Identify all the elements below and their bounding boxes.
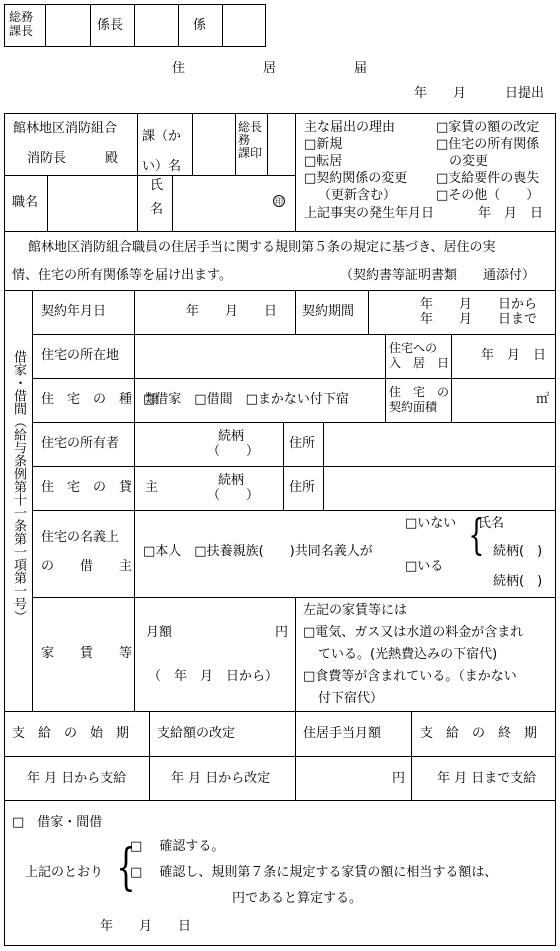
- rent-monthly-label: 月額: [146, 625, 173, 640]
- rent-note-meals-cont: 付下宿代）: [318, 691, 384, 706]
- reason-contract-change-checkbox[interactable]: □契約関係の変更: [304, 171, 408, 186]
- rental-side-label: 借家・借間（給与条例第十一条第一項第一号）: [11, 350, 26, 623]
- area-label: 住 宅 の 契約面積: [389, 385, 450, 414]
- owner-relation-label: 続柄: [218, 429, 245, 444]
- payment-end-value: 年 月 日まで支給: [437, 771, 537, 786]
- rent-note-utilities-cont: ている。(光熱費込みの下宿代): [318, 647, 498, 662]
- page-title: 住 居 届: [172, 61, 368, 76]
- position-label: 職名: [12, 195, 39, 210]
- contract-period-from: 年 月 日から: [420, 297, 538, 312]
- address-label: 住宅の所在地: [41, 348, 120, 363]
- contract-period-to: 年 月 日まで: [420, 312, 538, 327]
- rent-note-meals-checkbox[interactable]: □食費等が含まれている。（まかない: [303, 669, 517, 684]
- area-unit: ㎡: [536, 392, 550, 407]
- payment-monthly-value: 円: [392, 771, 406, 786]
- house-type-options[interactable]: □借家 □借間 □まかない付下宿: [143, 392, 349, 407]
- approval-head-staff: 係: [193, 18, 207, 33]
- contract-period-label: 契約期間: [302, 304, 355, 319]
- approval-box: [4, 4, 266, 47]
- confirm-date: 年 月 日: [100, 919, 192, 934]
- payment-start-value: 年 月 日から支給: [27, 771, 127, 786]
- rent-note-header: 左記の家賃等には: [303, 603, 408, 618]
- submission-date: 年 月 日提出: [414, 86, 545, 101]
- name-label: 氏 名: [150, 178, 164, 217]
- move-in-value: 年 月 日: [481, 348, 547, 363]
- holder-label-2: の 借 主: [41, 559, 133, 574]
- reason-move-checkbox[interactable]: □転居: [304, 154, 343, 169]
- seal-label: 総長 務 課印: [238, 120, 263, 160]
- rent-note-utilities-checkbox[interactable]: □電気、ガス又は水道の料金が含まれ: [303, 625, 524, 640]
- rent-yen: 円: [275, 625, 289, 640]
- owner-relation-paren: （ ）: [207, 444, 260, 459]
- confirm-option-1-checkbox[interactable]: □ 確認する。: [130, 839, 225, 854]
- confirm-lead: 上記のとおり: [25, 865, 104, 880]
- landlord-relation-label: 続柄: [218, 473, 245, 488]
- reason-ownership-change-cont: の変更: [449, 154, 489, 169]
- payment-monthly-label: 住居手当月額: [303, 726, 382, 741]
- house-type-label: 住 宅 の 種 類: [41, 392, 159, 407]
- payment-end-label: 支 給 の 終 期: [420, 726, 538, 741]
- co-holder-none-checkbox[interactable]: □いない: [405, 516, 457, 531]
- holder-options[interactable]: □本人 □扶養親族( )共同名義人が: [143, 544, 373, 559]
- occurred-label: 上記事実の発生年月日: [304, 206, 435, 221]
- addressee-line2: 消防長 殿: [27, 151, 119, 166]
- attachment-count: （契約書等証明書類 通添付）: [340, 268, 536, 283]
- landlord-relation-paren: （ ）: [207, 488, 260, 503]
- reason-ownership-change-checkbox[interactable]: □住宅の所有関係: [436, 137, 540, 152]
- confirm-rental-checkbox[interactable]: □ 借家・間借: [12, 815, 103, 830]
- owner-label: 住宅の所有者: [41, 436, 120, 451]
- reason-new-checkbox[interactable]: □新規: [304, 137, 343, 152]
- section-label: 課（か い）名: [142, 129, 182, 174]
- confirm-brace-icon: {: [116, 838, 136, 896]
- declaration-line1: 館林地区消防組合職員の住居手当に関する規則第５条の規定に基づき、居住の実: [28, 240, 496, 255]
- owner-address-label: 住所: [289, 436, 316, 451]
- reason-other-checkbox[interactable]: □その他（ ）: [436, 188, 540, 203]
- rent-from: （ 年 月 日から）: [148, 669, 279, 684]
- payment-revision-label: 支給額の改定: [157, 726, 236, 741]
- approval-head-chief: 係長: [97, 18, 124, 33]
- co-holder-relation-1: 続柄( ): [493, 544, 543, 559]
- seal-mark-icon: 印: [275, 197, 283, 206]
- declaration-line2: 情、住宅の所有関係等を届け出ます。: [12, 268, 232, 283]
- co-holder-name-label: 氏名: [478, 516, 505, 531]
- reason-rent-change-checkbox[interactable]: □家賃の額の改定: [436, 120, 540, 135]
- payment-revision-value: 年 月 日から改定: [171, 771, 271, 786]
- rent-label: 家 賃 等: [41, 646, 133, 661]
- brace-icon: {: [468, 510, 485, 559]
- approval-head-general: 総務 課長: [9, 10, 34, 38]
- contract-date-label: 契約年月日: [41, 304, 107, 319]
- payment-start-label: 支 給 の 始 期: [12, 726, 130, 741]
- addressee-line1: 館林地区消防組合: [13, 121, 118, 136]
- occurred-date: 年 月 日: [478, 206, 544, 221]
- reasons-header: 主な届出の理由: [304, 120, 396, 135]
- reason-allowance-loss-checkbox[interactable]: □支給要件の喪失: [436, 171, 540, 186]
- confirm-option-2-checkbox[interactable]: □ 確認し、規則第７条に規定する家賃の額に相当する額は、: [130, 865, 498, 880]
- holder-label: 住宅の名義上: [41, 530, 120, 545]
- confirm-option-2-cont: 円であると算定する。: [232, 891, 363, 906]
- contract-date-value: 年 月 日: [186, 304, 278, 319]
- co-holder-relation-2: 続柄( ): [493, 574, 543, 589]
- co-holder-exists-checkbox[interactable]: □いる: [405, 559, 444, 574]
- landlord-address-label: 住所: [289, 480, 316, 495]
- landlord-label: 住 宅 の 貸 主: [41, 480, 159, 495]
- reason-renewal-note: （更新含む）: [318, 188, 397, 203]
- move-in-label: 住宅への 入 居 日: [389, 341, 450, 370]
